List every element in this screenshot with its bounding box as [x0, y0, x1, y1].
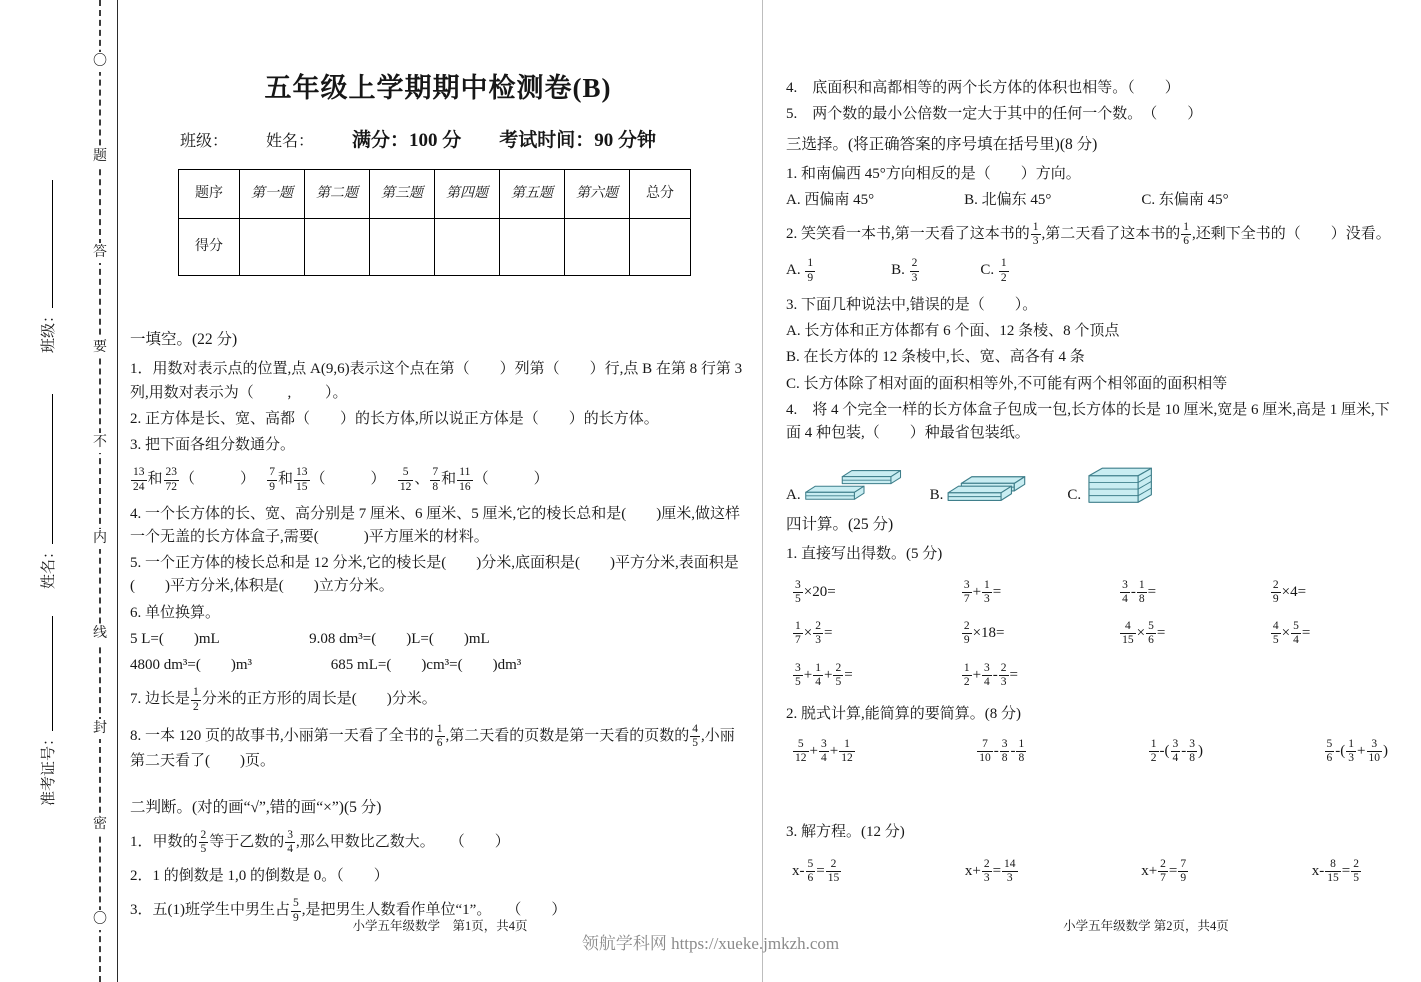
- fill-question-3: 3. 把下面各组分数通分。: [130, 437, 296, 454]
- fraction: $\frac{3}{5}$: [795, 578, 801, 605]
- exam-time-label: 考试时间：90 分钟: [499, 129, 657, 151]
- fraction: $\frac{1}{9}$: [807, 257, 814, 284]
- fraction: $\frac{3}{8}$: [1001, 738, 1008, 765]
- fraction: $\frac{5}{9}$: [293, 897, 299, 924]
- fraction: $\frac{4}{5}$: [692, 722, 699, 750]
- score-table-header-cell: 第二题: [305, 170, 370, 219]
- fraction: $\frac{3}{10}$: [1368, 738, 1380, 765]
- choice-question-3-option-a: A. 长方体和正方体都有 6 个面、12 条棱、8 个顶点: [786, 323, 1120, 340]
- mental-math-expression: $\frac{1}{7}$ × $\frac{2}{3}$ =: [795, 620, 833, 647]
- fill-question-6-line-1: 5 L=( )mL 9.08 dm³=( )L=( )mL: [130, 630, 490, 647]
- score-cell-empty: [435, 219, 500, 276]
- equation: x+ $\frac{2}{3}$ = $\frac{14}{3}$: [964, 857, 1016, 885]
- page-1-column: [130, 68, 746, 934]
- fraction: $\frac{3}{5}$: [795, 661, 801, 688]
- mental-math-grid: [792, 579, 1398, 689]
- score-cell-empty: [500, 219, 565, 276]
- fraction: $\frac{3}{8}$: [1189, 738, 1195, 765]
- seal-char: 〇: [92, 910, 108, 930]
- calc-subsection-1-title: 1. 直接写出得数。(5 分): [786, 546, 943, 563]
- fraction: $\frac{1}{2}$: [1000, 257, 1007, 284]
- calc-subsection-3-title: 3. 解方程。(12 分): [786, 823, 905, 840]
- margin-class-field: [37, 180, 58, 353]
- mental-math-expression: $\frac{2}{9}$ ×4=: [1272, 578, 1307, 605]
- watermark-text: 领航学科网 https://xueke.jmkzh.com: [581, 934, 840, 953]
- judge-question-3: 3．五(1)班学生中男生占 $\frac{5}{9}$ ,是把男生人数看作单位“1”。 （ ）: [130, 897, 567, 924]
- packaging-option-c-figure: [1084, 455, 1162, 507]
- fraction: $\frac{1}{3}$: [1032, 221, 1039, 248]
- judge-question-2: 2．1 的倒数是 1,0 的倒数是 0。（ ）: [130, 868, 389, 885]
- packaging-option-a: [786, 455, 904, 507]
- fill-question-4: 4. 一个长方体的长、宽、高分别是 7 厘米、6 厘米、5 厘米,它的棱长总和是( )厘米,做这样一个无盖的长方体盒子,需要( )平方厘米的材料。: [130, 505, 740, 545]
- score-table-header-cell: 第三题: [370, 170, 435, 219]
- fraction: $\frac{5}{12}$: [795, 738, 807, 765]
- equation: x+ $\frac{2}{7}$ = $\frac{7}{9}$: [1141, 857, 1187, 885]
- page-edge-line: [117, 0, 118, 982]
- fraction: $\frac{3}{4}$: [820, 738, 827, 765]
- fraction: $\frac{23}{72}$: [165, 466, 178, 493]
- fraction: $\frac{1}{3}$: [984, 578, 990, 605]
- fraction: $\frac{1}{12}$: [841, 738, 853, 765]
- margin-exam-id-field: [37, 616, 58, 806]
- mental-math-expression: $\frac{2}{9}$ ×18=: [963, 620, 1005, 647]
- packaging-option-a-figure: [804, 455, 904, 507]
- fraction: $\frac{1}{4}$: [815, 661, 821, 688]
- written-calculation-expression: $\frac{5}{6}$ -( $\frac{1}{3}$ + $\frac{3}{10}$ ): [1326, 738, 1388, 765]
- score-table-header-cell: 第一题: [240, 170, 305, 219]
- fraction: $\frac{1}{3}$: [1348, 738, 1355, 765]
- fraction: $\frac{1}{2}$: [193, 686, 199, 713]
- margin-name-label: 姓名：: [41, 543, 57, 589]
- fraction: $\frac{5}{6}$: [1326, 738, 1333, 765]
- fraction: $\frac{2}{3}$: [911, 257, 918, 284]
- class-label: 班级：: [180, 132, 229, 150]
- seal-char: 题: [92, 147, 108, 167]
- packaging-option-b: [930, 455, 1042, 507]
- fraction: $\frac{2}{5}$: [835, 661, 842, 688]
- class-blank-line: [40, 180, 53, 308]
- fill-question-3-fractions: $\frac{13}{24}$ 和 $\frac{23}{72}$ （ ） $\frac{7}{9}$ 和 $\frac{13}{15}$ （ ） $\frac{5}{12}$ 、 $\frac{7}{8}$ 和 $\frac{11}{16}$ （ ）: [133, 466, 549, 493]
- margin-exam-id-label: 准考证号：: [41, 730, 57, 806]
- fraction: $\frac{2}{9}$: [1272, 578, 1279, 605]
- written-calculation-expression: $\frac{5}{12}$ + $\frac{3}{4}$ + $\frac{1}{12}$: [795, 738, 853, 765]
- section-3-title: 三选择。(将正确答案的序号填在括号里)(8 分): [786, 135, 1098, 153]
- seal-char: 答: [92, 243, 108, 263]
- choice-question-3-option-c: C. 长方体除了相对面的面积相等外,不可能有两个相邻面的面积相等: [786, 375, 1228, 392]
- choice-question-3-option-b: B. 在长方体的 12 条棱中,长、宽、高各有 4 条: [786, 349, 1085, 366]
- equation: x- $\frac{8}{15}$ = $\frac{2}{5}$: [1311, 857, 1359, 885]
- score-table-header-cell: 第五题: [500, 170, 565, 219]
- fill-question-6-line-2: 4800 dm³=( )m³ 685 mL=( )cm³=( )dm³: [130, 657, 522, 674]
- name-label: 姓名：: [266, 132, 315, 150]
- page-2-column: [786, 74, 1398, 885]
- score-table: [178, 169, 691, 276]
- calc-subsection-2-title: 2. 脱式计算,能简算的要简算。(8 分): [786, 705, 1021, 722]
- name-blank-line: [40, 394, 53, 544]
- mental-math-expression: $\frac{3}{7}$ + $\frac{1}{3}$ =: [963, 578, 1002, 605]
- fraction: $\frac{7}{10}$: [979, 738, 991, 765]
- fraction: $\frac{7}{8}$: [432, 466, 439, 493]
- score-table-header-row: [179, 170, 691, 219]
- fraction: $\frac{4}{5}$: [1272, 620, 1279, 647]
- judge-question-1: 1．甲数的 $\frac{2}{5}$ 等于乙数的 $\frac{3}{4}$ ,那么甲数比乙数大。 （ ）: [130, 828, 510, 855]
- fill-question-8: 8. 一本 120 页的故事书,小丽第一天看了全书的 $\frac{1}{6}$ ,第二天看的页数是第一天看的页数的 $\frac{4}{5}$ ,小丽第二天看了( )页。: [130, 722, 735, 770]
- written-calculation-row: [792, 738, 1388, 765]
- written-calculation-expression: $\frac{7}{10}$ - $\frac{3}{8}$ - $\frac{1}{8}$: [979, 738, 1025, 765]
- fraction: $\frac{2}{9}$: [963, 620, 970, 647]
- written-calculation-expression: $\frac{1}{2}$ -( $\frac{3}{4}$ - $\frac{3}{8}$ ): [1150, 738, 1203, 765]
- packaging-option-c-label: C.: [1067, 487, 1082, 504]
- column-divider-line: [762, 0, 763, 982]
- choice-question-2-options: A. $\frac{1}{9}$ B. $\frac{2}{3}$ C. $\frac{1}{2}$: [786, 257, 1007, 284]
- margin-class-label: 班级：: [41, 307, 57, 353]
- seal-char: 〇: [92, 52, 108, 72]
- judge-question-4: 4. 底面积和高都相等的两个长方体的体积也相等。（ ）: [786, 80, 1180, 96]
- score-cell-empty: [565, 219, 630, 276]
- fraction: $\frac{1}{2}$: [963, 661, 970, 688]
- packaging-options-row: [786, 455, 1398, 507]
- fraction: $\frac{13}{24}$: [133, 466, 145, 493]
- packaging-option-c: [1067, 455, 1162, 507]
- fraction: $\frac{5}{12}$: [399, 466, 412, 493]
- fraction: $\frac{1}{8}$: [1138, 578, 1145, 605]
- seal-char: 线: [92, 624, 108, 644]
- equation: x- $\frac{5}{6}$ = $\frac{2}{15}$: [792, 857, 840, 885]
- score-row-label: 得分: [179, 219, 240, 276]
- fraction: $\frac{5}{4}$: [1293, 620, 1299, 647]
- fraction: $\frac{11}{16}$: [459, 466, 471, 493]
- fraction: $\frac{1}{2}$: [1150, 738, 1157, 765]
- fill-question-2: 2. 正方体是长、宽、高都（ ）的长方体,所以说正方体是（ ）的长方体。: [130, 410, 659, 427]
- fraction: $\frac{4}{15}$: [1122, 620, 1134, 647]
- score-table-score-row: [179, 219, 691, 276]
- fraction: $\frac{3}{4}$: [1122, 578, 1128, 605]
- fraction: $\frac{8}{15}$: [1327, 857, 1339, 885]
- fraction: $\frac{2}{5}$: [200, 828, 207, 855]
- fraction: $\frac{1}{7}$: [795, 620, 801, 647]
- mental-math-expression: $\frac{3}{5}$ + $\frac{1}{4}$ + $\frac{2}{5}$ =: [795, 661, 853, 688]
- page-1-footer: 小学五年级数学 第1页，共4页: [352, 919, 528, 933]
- section-4-title: 四计算。(25 分): [786, 516, 894, 534]
- score-cell-empty: [630, 219, 691, 276]
- seal-char: 密: [92, 815, 108, 835]
- fraction: $\frac{1}{6}$: [436, 722, 443, 750]
- fraction: $\frac{2}{5}$: [1353, 857, 1359, 885]
- fraction: $\frac{5}{6}$: [1148, 620, 1154, 647]
- choice-question-1-options: A. 西偏南 45° B. 北偏东 45° C. 东偏南 45°: [786, 191, 1229, 208]
- choice-question-3: 3. 下面几种说法中,错误的是（ ）。: [786, 296, 1038, 313]
- packaging-option-a-label: A.: [786, 487, 801, 504]
- section-1-title: 一填空。(22 分): [130, 331, 238, 349]
- score-table-header-cell: 总分: [630, 170, 691, 219]
- exam-title: 五年级上学期期中检测卷(B): [264, 73, 612, 103]
- seal-line-text: [90, 52, 110, 930]
- page-2-footer: 小学五年级数学 第2页，共4页: [1063, 919, 1229, 933]
- packaging-option-b-figure: [946, 455, 1041, 507]
- full-score-label: 满分：100 分: [352, 129, 462, 151]
- fill-question-6: 6. 单位换算。: [130, 604, 221, 621]
- score-table-header-cell: 题序: [179, 170, 240, 219]
- section-2-title: 二判断。(对的画“√”,错的画“×”)(5 分): [130, 798, 382, 816]
- fraction: $\frac{3}{4}$: [984, 661, 990, 688]
- equation-row: [792, 858, 1362, 885]
- mental-math-expression: $\frac{1}{2}$ + $\frac{3}{4}$ - $\frac{2}{3}$ =: [963, 661, 1019, 688]
- choice-question-4: 4. 将 4 个完全一样的长方体盒子包成一包,长方体的长是 10 厘米,宽是 6 厘米,高是 1 厘米,下面 4 种包装,（ ）种最省包装纸。: [786, 401, 1390, 442]
- seal-char: 不: [92, 433, 108, 453]
- mental-math-expression: $\frac{3}{4}$ - $\frac{1}{8}$ =: [1122, 578, 1157, 605]
- mental-math-expression: $\frac{4}{5}$ × $\frac{5}{4}$ =: [1272, 620, 1311, 647]
- score-cell-empty: [370, 219, 435, 276]
- choice-question-1: 1. 和南偏西 45°方向相反的是（ ）方向。: [786, 165, 1081, 182]
- fraction: $\frac{13}{15}$: [296, 466, 308, 493]
- fill-question-7: 7. 边长是 $\frac{1}{2}$ 分米的正方形的周长是( )分米。: [130, 686, 437, 713]
- fraction: $\frac{2}{15}$: [827, 857, 840, 885]
- fraction: $\frac{3}{4}$: [287, 828, 294, 855]
- fraction: $\frac{2}{7}$: [1160, 857, 1166, 885]
- mental-math-expression: $\frac{4}{15}$ × $\frac{5}{6}$ =: [1122, 620, 1166, 647]
- fraction: $\frac{3}{7}$: [963, 578, 970, 605]
- margin-name-field: [37, 394, 58, 589]
- score-cell-empty: [240, 219, 305, 276]
- fill-question-5: 5. 一个正方体的棱长总和是 12 分米,它的棱长是( )分米,底面积是( )平方分米,表面积是( )平方分米,体积是( )立方分米。: [130, 555, 739, 595]
- fraction: $\frac{2}{3}$: [983, 857, 990, 885]
- score-table-header-cell: 第四题: [435, 170, 500, 219]
- fraction: $\frac{14}{3}$: [1004, 857, 1016, 885]
- packaging-option-b-label: B.: [929, 487, 944, 504]
- exam-info-row: [130, 126, 746, 155]
- fill-question-1: 1．用数对表示点的位置,点 A(9,6)表示这个点在第（ ）列第（ ）行,点 B 在第 8 行第 3 列,用数对表示为（ , ）。: [130, 361, 743, 401]
- seal-char: 封: [92, 719, 108, 739]
- fraction: $\frac{1}{8}$: [1018, 738, 1025, 765]
- score-cell-empty: [305, 219, 370, 276]
- exam-id-blank-line: [40, 616, 53, 731]
- seal-char: 内: [92, 529, 108, 549]
- fraction: $\frac{2}{3}$: [815, 620, 821, 647]
- judge-question-5: 5. 两个数的最小公倍数一定大于其中的任何一个数。 （ ）: [786, 106, 1203, 123]
- seal-char: 要: [92, 338, 108, 358]
- fraction: $\frac{7}{9}$: [1180, 857, 1187, 885]
- fraction: $\frac{1}{6}$: [1183, 221, 1190, 248]
- fraction: $\frac{3}{4}$: [1172, 738, 1179, 765]
- choice-question-2: 2. 笑笑看一本书,第一天看了这本书的 $\frac{1}{3}$ ,第二天看了这本书的 $\frac{1}{6}$ ,还剩下全书的（ ）没看。: [786, 221, 1391, 248]
- fraction: $\frac{7}{9}$: [269, 466, 276, 493]
- fraction: $\frac{2}{3}$: [1000, 661, 1007, 688]
- fraction: $\frac{5}{6}$: [807, 857, 814, 885]
- mental-math-expression: $\frac{3}{5}$ ×20=: [795, 578, 836, 605]
- score-table-header-cell: 第六题: [565, 170, 630, 219]
